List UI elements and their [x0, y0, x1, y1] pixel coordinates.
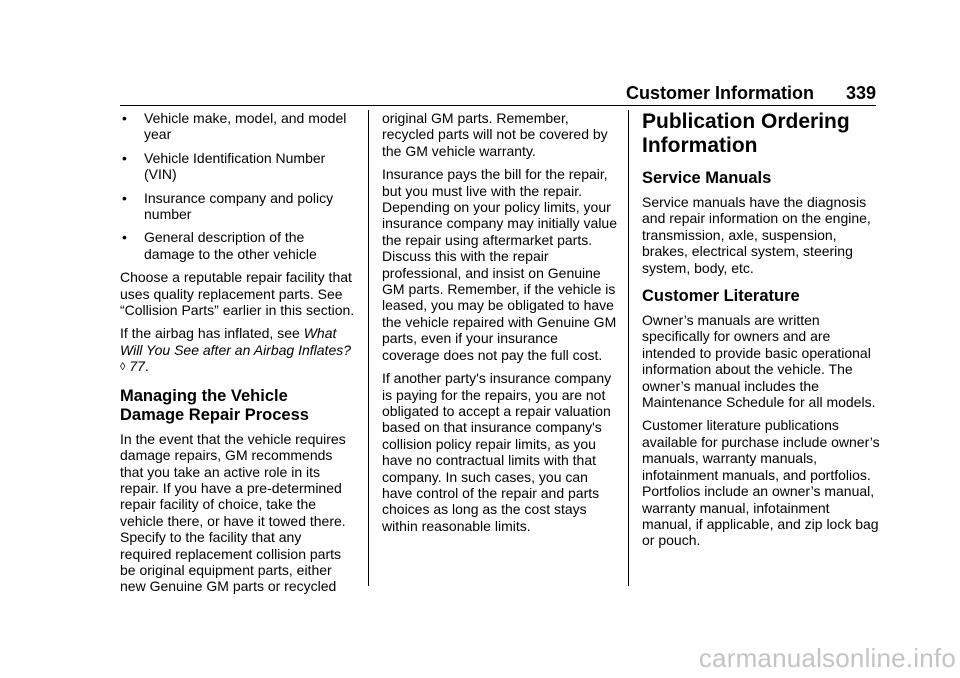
bullet-text: Vehicle make, model, and model year	[144, 110, 347, 143]
paragraph-continued: original GM parts. Remember, recycled parts will not be covered by the GM vehicle warranty.	[382, 110, 608, 159]
heading-publication-ordering: Publication Ordering Information	[642, 110, 850, 157]
paragraph-insurance: Insurance pays the bill for the repair, but you must live with the repair. Depending on your policy limits, your insurance company may initially value the repair using aftermarket parts. Discuss this with the repair professional, and insist on Genuine GM parts. Remember, if the vehicle is leased, you may be obligated to have the vehicle repaired with Genuine GM parts, even if your insurance coverage does not pay the full cost.	[382, 166, 617, 363]
column-3	[642, 110, 880, 556]
paragraph-reputable-facility: Choose a reputable repair facility that uses quality replacement parts. See “Collision Parts” earlier in this section.	[120, 269, 355, 319]
column-divider-2	[628, 110, 629, 586]
heading-customer-literature: Customer Literature	[642, 287, 800, 306]
bullet-text: Vehicle Identification Number (VIN)	[144, 149, 326, 183]
header-rule	[120, 105, 876, 106]
watermark: carmanualsonline.info	[698, 643, 956, 673]
column-divider-1	[368, 110, 369, 586]
list-item	[120, 150, 356, 183]
paragraph-literature-publications: Customer literature publications available for purchase include owner’s manuals, warranty manuals, infotainment manuals, and portfolios. Portfolios include an owner’s manual, warranty manual, infotainment manual, if applicable, and zip lock bag or pouch.	[642, 417, 880, 549]
bullet-marker: •	[122, 229, 127, 246]
heading-managing-repair: Managing the Vehicle Damage Repair Process	[120, 386, 309, 424]
column-1	[120, 110, 356, 602]
column-2	[382, 110, 618, 541]
list-item	[120, 190, 356, 223]
running-title: Customer Information	[625, 83, 814, 103]
airbag-end: .	[144, 358, 149, 375]
info-bullet-list	[120, 110, 356, 262]
list-item	[120, 110, 356, 143]
bullet-marker: •	[122, 110, 127, 126]
paragraph-owners-manuals: Owner’s manuals are written specifically for owners and are intended to provide basic operational information about the vehicle. The owner’s manual includes the Maintenance Schedule for all models.	[642, 312, 876, 411]
bullet-text: General description of the damage to the other vehicle	[144, 229, 317, 262]
paragraph-another-party: If another party's insurance company is paying for the repairs, you are not obligated to accept a repair valuation based on that insurance company's collision policy repair limits, as you have no contractual limits with that company. In such cases, you can have control of the repair and parts choices as long as the cost stays within reasonable limits.	[382, 370, 612, 534]
paragraph-airbag	[120, 325, 356, 375]
paragraph-event-repair: In the event that the vehicle requires damage repairs, GM recommends that you take an active role in its repair. If you have a pre-determined repair facility of choice, take the vehicle there, or have it towed there. Specify to the facility that any required replacement collision parts be original equipment parts, either new Genuine GM parts or recycled	[120, 430, 346, 595]
airbag-cross-reference-link[interactable]: What Will You See after an Airbag Inflates?	[120, 325, 352, 358]
paragraph-service-manuals: Service manuals have the diagnosis and repair information on the engine, transmission, axle, suspension, brakes, electrical system, steering system, body, etc.	[642, 194, 871, 276]
bullet-text: Insurance company and policy number	[144, 189, 334, 223]
heading-service-manuals: Service Manuals	[642, 169, 772, 187]
bullet-marker: •	[122, 149, 127, 166]
page-header	[120, 82, 876, 104]
list-item	[120, 229, 356, 262]
page-number: 339	[845, 83, 876, 103]
page-reference-icon: ◊	[120, 361, 126, 374]
airbag-page-ref[interactable]: 77	[129, 358, 145, 375]
airbag-lead-text: If the airbag has inflated, see	[120, 325, 304, 342]
bullet-marker: •	[122, 189, 127, 206]
